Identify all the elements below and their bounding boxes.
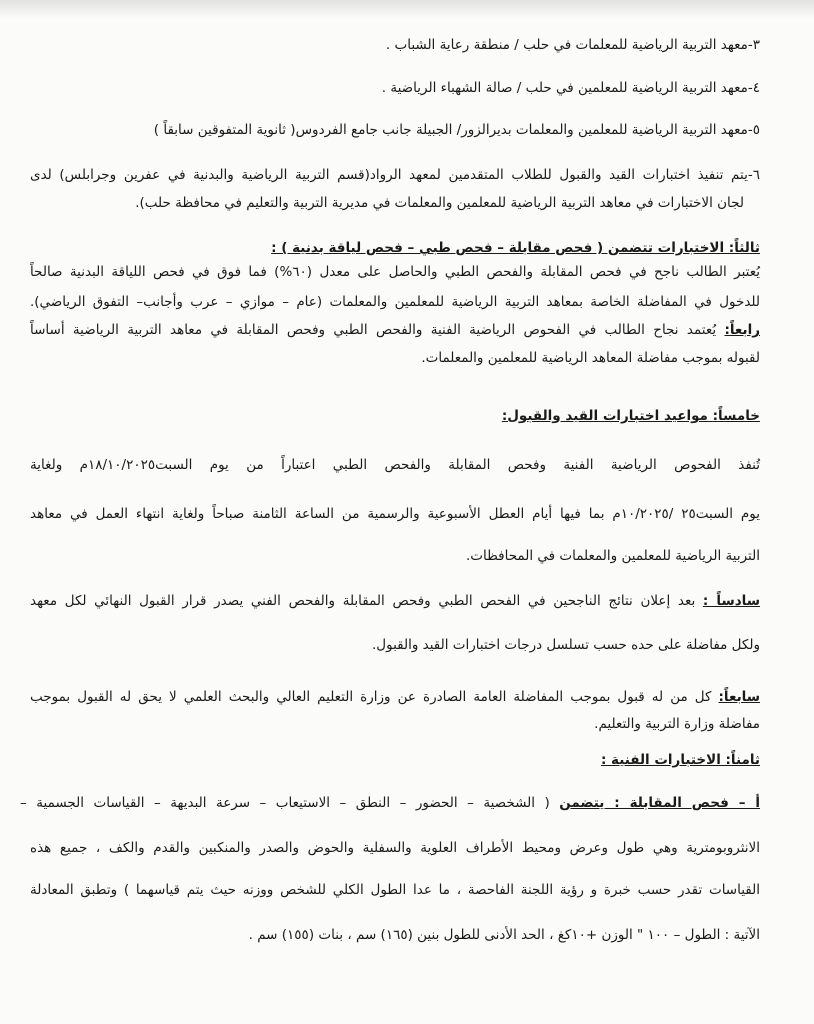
section-text: يُعتمد نجاح الطالب في الفحوص الرياضية الفنية والفحص الطبي وفحص المقابلة في معاهد التربية الرياضية أساساً (30, 322, 725, 338)
section-5-line3: التربية الرياضية للمعلمين والمعلمات في المحافظات. (465, 548, 760, 564)
section-6-label: سادساً : (702, 593, 760, 609)
section-6-line2: ولكل مفاضلة على حده حسب تسلسل درجات اختبارات القيد والقبول. (372, 637, 760, 653)
item-text: معهد التربية الرياضية للمعلمات في حلب / منطقة رعاية الشباب . (385, 37, 748, 53)
item-text: معهد التربية الرياضية للمعلمين والمعلمات بديرالزور/ الجبيلة جانب جامع الفردوس( ثانوية المتفوقين سابقاً ) (153, 122, 748, 138)
section-3-line1: يُعتبر الطالب ناجح في فحص المقابلة والفحص الطبي والحاصل على معدل (٦٠%) فما فوق في فحص اللياقة البدنية صالحاً (30, 264, 761, 280)
section-8-a-line4: الآتية : الطول – ١٠٠ " الوزن +١٠كغ ، الحد الأدنى للطول بنين (١٦٥) سم ، بنات (١٥٥) سم . (248, 927, 760, 943)
item-number: ٣- (747, 37, 760, 53)
list-item-6-line2: لجان الاختبارات في معاهد التربية الرياضية للمعلمين والمعلمات في مديرية التربية والتعليم في محافظة حلب). (135, 195, 744, 211)
interview-exam-label: أ – فحص المقابلة : يتضمن (559, 795, 760, 811)
item-text: معهد التربية الرياضية للمعلمين في حلب / صالة الشهباء الرياضية . (381, 80, 748, 96)
section-6-line1 (30, 591, 760, 611)
section-4-line1 (30, 320, 760, 340)
list-item-5 (154, 120, 760, 140)
section-5-line1: تُنفذ الفحوص الرياضية الفنية وفحص المقابلة والفحص الطبي اعتباراً من يوم السبت١٨/١٠/٢٠٢٥م ولغاية (30, 457, 760, 473)
section-8-a-line3: القياسات تقدر حسب خبرة و رؤية اللجنة الفاحصة ، ما عدا الطول الكلي للشخص ووزنه حيث يتم قياسهما ) وتطبق المعادلة (30, 882, 760, 898)
section-4-label: رابعاً: (724, 322, 760, 338)
section-8-a-line1 (20, 793, 760, 813)
section-8-a-line2: الانثروبومترية وهي طول وعرض ومحيط الأطراف العلوية والسفلية والحوض والصدر والمنكبين والقدم والكف ، جميع هذه (30, 840, 760, 856)
scan-edge (0, 0, 814, 18)
list-item-3 (386, 35, 760, 55)
section-text: كل من له قبول بموجب المفاضلة العامة الصادرة عن وزارة التعليم العالي والبحث العلمي لا يحق له القبول بموجب (30, 689, 719, 705)
section-3-line2: للدخول في المفاضلة الخاصة بمعاهد التربية الرياضية للمعلمين والمعلمات (عام – موازي – عرب وأجانب– التفوق الرياضي). (30, 294, 760, 310)
section-5-line2: يوم السبت٢٥ /١٠/٢٠٢٥م بما فيها أيام العطل الأسبوعية والرسمية من الساعة الثامنة صباحاً ولغاية انتهاء العمل في معاهد (30, 506, 760, 522)
item-text: يتم تنفيذ اختبارات القيد والقبول للطلاب المتقدمين لمعهد الرواد(قسم التربية الرياضية والبدنية في عفرين وجرابلس) لدى (30, 167, 748, 183)
section-7-line2: مفاضلة وزارة التربية والتعليم. (594, 716, 760, 732)
section-5-label: خامساً: (712, 408, 760, 424)
section-5-heading (502, 406, 760, 426)
section-text: ( الشخصية – الحضور – النطق – الاستيعاب – سرعة البديهة – القياسات الجسمية – (20, 795, 560, 811)
list-item-6-line1 (30, 165, 760, 185)
section-7-label: سابعاً: (718, 689, 760, 705)
section-text: بعد إعلان نتائج الناجحين في الفحص الطبي وفحص المقابلة والفحص الفني يصدر قرار القبول النهائي لكل معهد (30, 593, 703, 609)
item-number: ٥- (747, 122, 760, 138)
item-number: ٤- (747, 80, 760, 96)
section-7-line1 (30, 687, 760, 707)
section-3-heading: ثالثاً: الاختبارات تتضمن ( فحص مقابلة – فحص طبي – فحص لياقة بدنية ) : (271, 240, 760, 256)
section-5-title: مواعيد اختبارات القيد والقبول: (501, 408, 713, 424)
section-8-heading: ثامناً: الاختبارات الفنية : (600, 752, 760, 768)
section-4-line2: لقبوله بموجب مفاضلة المعاهد الرياضية للمعلمين والمعلمات. (421, 350, 760, 366)
list-item-4 (382, 78, 760, 98)
item-number: ٦- (747, 167, 760, 183)
